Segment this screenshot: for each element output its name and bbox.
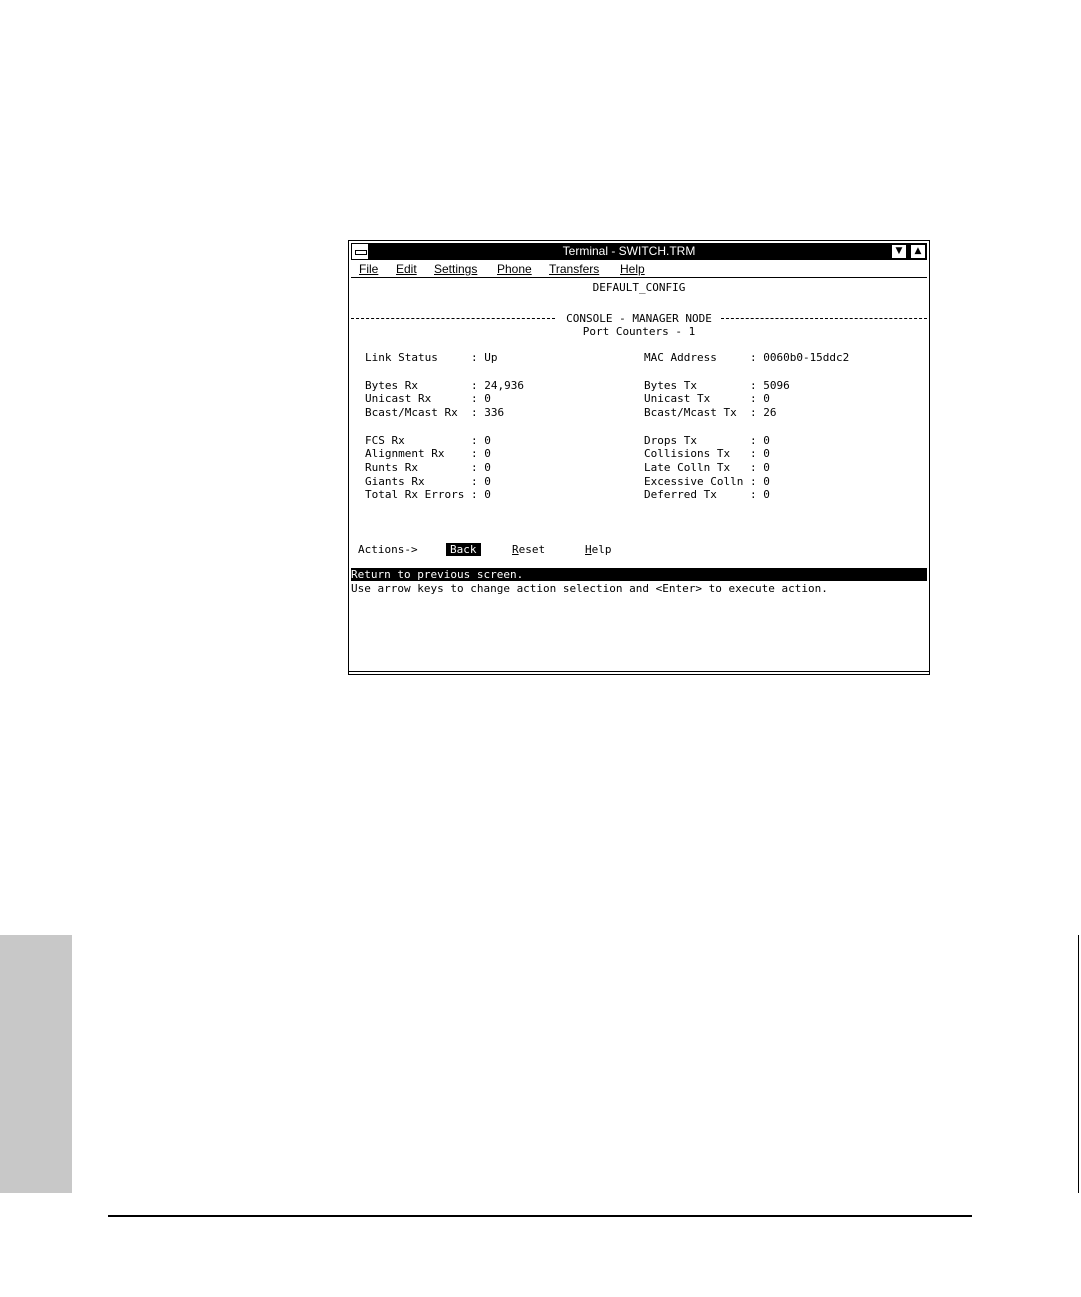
menu-file[interactable]: File <box>359 262 379 276</box>
counter-right: MAC Address : 0060b0-15ddc2 <box>644 351 850 364</box>
actions-label: Actions-> <box>358 543 418 556</box>
counter-right: Deferred Tx : 0 <box>644 488 770 501</box>
minimize-button[interactable]: ▼ <box>891 244 907 259</box>
counter-left: Total Rx Errors : 0 <box>365 488 491 501</box>
counter-left: Unicast Rx : 0 <box>365 392 491 405</box>
menu-settings[interactable]: Settings <box>434 262 478 276</box>
counter-left: Bcast/Mcast Rx : 336 <box>365 406 505 419</box>
help-action-button[interactable]: Help <box>585 543 612 556</box>
counter-right: Unicast Tx : 0 <box>644 392 770 405</box>
page-edge-mark <box>1078 935 1079 1193</box>
back-action-button[interactable]: Back <box>446 543 481 556</box>
terminal-window <box>348 240 930 675</box>
menu-phone[interactable]: Phone <box>497 262 532 276</box>
page-footer-rule <box>108 1215 972 1217</box>
status-highlight-bar <box>351 568 927 581</box>
counter-left: Link Status : Up <box>365 351 498 364</box>
counter-right: Bytes Tx : 5096 <box>644 379 790 392</box>
window-bottom-frame <box>349 671 929 674</box>
menu-bar <box>351 261 927 278</box>
counter-left: Alignment Rx : 0 <box>365 447 491 460</box>
node-header-row <box>351 312 927 325</box>
screen-title: Port Counters - 1 <box>582 325 696 338</box>
counter-left: FCS Rx : 0 <box>365 434 491 447</box>
counter-right: Late Colln Tx : 0 <box>644 461 770 474</box>
counter-left: Bytes Rx : 24,936 <box>365 379 524 392</box>
header-dash-right <box>721 318 927 319</box>
counter-right: Drops Tx : 0 <box>644 434 770 447</box>
counter-right: Collisions Tx : 0 <box>644 447 770 460</box>
help-line: Use arrow keys to change action selection and <Enter> to execute action. <box>351 582 828 595</box>
counter-left: Runts Rx : 0 <box>365 461 491 474</box>
menu-edit[interactable]: Edit <box>396 262 417 276</box>
config-name: DEFAULT_CONFIG <box>592 281 686 294</box>
node-header: CONSOLE - MANAGER NODE <box>566 312 712 325</box>
counter-right: Excessive Colln : 0 <box>644 475 770 488</box>
status-message: Return to previous screen. <box>351 568 524 581</box>
terminal-screen[interactable] <box>351 279 927 672</box>
title-bar <box>351 243 927 260</box>
counter-left: Giants Rx : 0 <box>365 475 491 488</box>
system-menu-icon[interactable] <box>352 244 369 259</box>
menu-help[interactable]: Help <box>620 262 645 276</box>
menu-transfers[interactable]: Transfers <box>549 262 600 276</box>
maximize-button[interactable]: ▲ <box>910 244 926 259</box>
page-side-tab <box>0 935 72 1193</box>
counter-right: Bcast/Mcast Tx : 26 <box>644 406 777 419</box>
reset-action-button[interactable]: Reset <box>512 543 546 556</box>
window-title: Terminal - SWITCH.TRM <box>562 244 696 258</box>
